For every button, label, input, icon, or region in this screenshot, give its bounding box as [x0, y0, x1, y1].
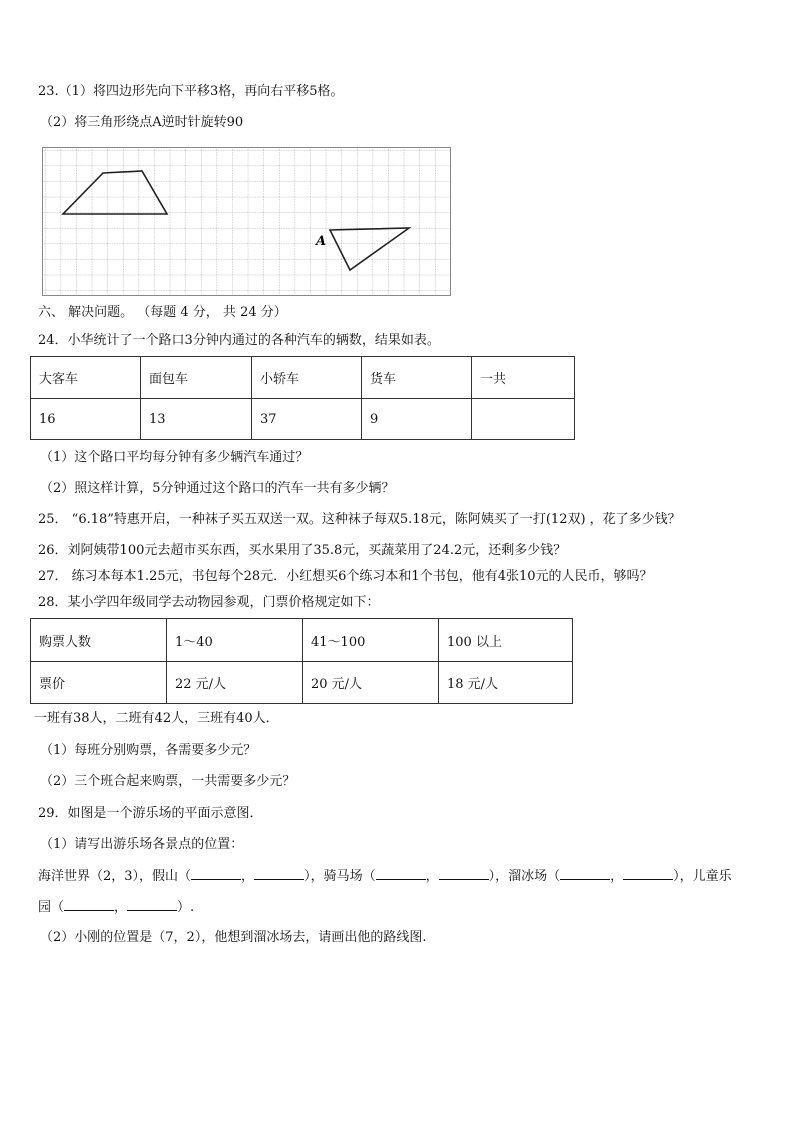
q28-sub2: （2）三个班合起来购票，一共需要多少元？ [40, 774, 296, 789]
q29-positions-line2 [38, 898, 194, 917]
text: ， [425, 869, 439, 884]
table-cell: 18 元/人 [439, 662, 573, 704]
q29-stem: 29．如图是一个游乐场的平面示意图． [38, 806, 263, 821]
table-cell: 面包车 [141, 357, 252, 399]
answer-blank[interactable] [376, 867, 426, 880]
q26: 26．刘阿姨带100元去超市买东西，买水果用了35.8元，买蔬菜用了24.2元，还剩多少钱？ [38, 543, 567, 558]
q28-table [30, 618, 573, 704]
answer-blank[interactable] [64, 898, 114, 911]
table-cell: 一共 [472, 357, 575, 399]
section-six-heading: 六、 解决问题。 （每题 4 分， 共 24 分） [38, 305, 287, 320]
q23-part1: 23.（1）将四边形先向下平移3格，再向右平移5格。 [38, 84, 344, 99]
table-cell: 100 以上 [439, 619, 573, 662]
text: ），溜冰场（ [488, 869, 561, 884]
answer-blank[interactable] [191, 867, 241, 880]
table-cell: 1～40 [167, 619, 303, 662]
q24-stem: 24．小华统计了一个路口3分钟内通过的各种汽车的辆数，结果如表。 [38, 333, 440, 348]
text: ， [610, 869, 624, 884]
text: ， [114, 900, 128, 915]
answer-blank[interactable] [623, 867, 673, 880]
table-row [31, 399, 575, 440]
table-cell: 购票人数 [31, 619, 167, 662]
q23-part2: （2）将三角形绕点A逆时针旋转90 [40, 115, 244, 130]
text: ），儿童乐 [673, 869, 732, 884]
table-cell: 小轿车 [252, 357, 362, 399]
text: 园（ [38, 900, 65, 915]
table-cell: 货车 [362, 357, 472, 399]
table-cell: 16 [31, 399, 141, 440]
answer-blank[interactable] [439, 867, 489, 880]
table-cell: 票价 [31, 662, 167, 704]
answer-blank[interactable] [254, 867, 304, 880]
table-row [31, 619, 573, 662]
q24-sub2: （2）照这样计算，5分钟通过这个路口的汽车一共有多少辆？ [40, 481, 395, 496]
text: ， [241, 869, 255, 884]
q28-after: 一班有38人，二班有42人，三班有40人． [34, 711, 279, 726]
q27: 27． 练习本每本1.25元，书包每个28元．小红想买6个练习本和1个书包，他有4张10元的人民币，够吗？ [38, 569, 653, 584]
answer-blank[interactable] [127, 898, 177, 911]
q29-positions-line1 [38, 867, 732, 886]
grid-lines [43, 148, 450, 295]
table-cell: 13 [141, 399, 252, 440]
table-cell [472, 399, 575, 440]
table-cell: 20 元/人 [303, 662, 439, 704]
table-cell: 22 元/人 [167, 662, 303, 704]
grid-svg [43, 148, 450, 295]
grid-figure [42, 147, 451, 296]
q28-stem: 28．某小学四年级同学去动物园参观，门票价格规定如下： [38, 595, 380, 610]
table-cell: 大客车 [31, 357, 141, 399]
q25: 25． “6.18”特惠开启，一种袜子买五双送一双。这种袜子每双5.18元，陈阿姨买了一打(12双) ，花了多少钱？ [38, 512, 681, 527]
table-row [31, 662, 573, 704]
table-cell: 41～100 [303, 619, 439, 662]
table-row [31, 357, 575, 399]
text: ），骑马场（ [304, 869, 376, 884]
text: 海洋世界（2，3），假山（ [38, 869, 192, 884]
text: ）. [177, 900, 195, 915]
q24-table [30, 356, 575, 440]
q28-sub1: （1）每班分别购票，各需要多少元？ [40, 743, 257, 758]
q24-sub1: （1）这个路口平均每分钟有多少辆汽车通过？ [40, 450, 309, 465]
point-a-label: A [316, 234, 327, 249]
q29-sub2: （2）小刚的位置是（7，2），他想到溜冰场去，请画出他的路线图. [40, 930, 427, 945]
q29-sub1: （1）请写出游乐场各景点的位置： [40, 837, 244, 852]
answer-blank[interactable] [560, 867, 610, 880]
table-cell: 9 [362, 399, 472, 440]
table-cell: 37 [252, 399, 362, 440]
